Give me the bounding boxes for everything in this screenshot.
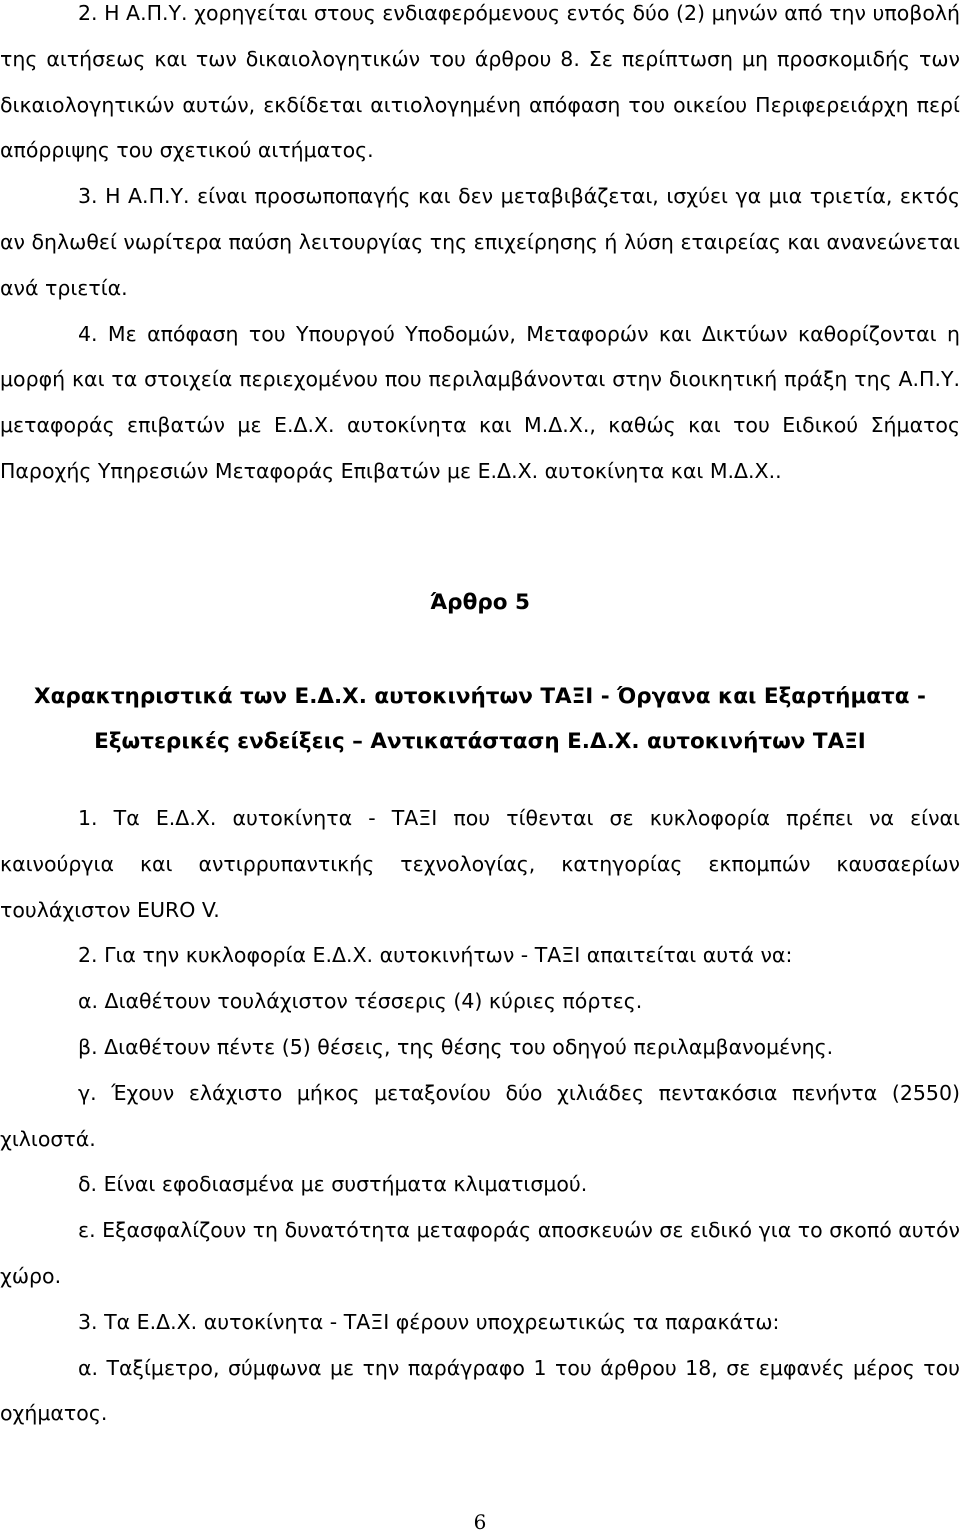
paragraph-2: 2. Η Α.Π.Υ. χορηγείται στους ενδιαφερόμενους εντός δύο (2) μηνών από την υποβολή της αιτήσεως και των δικαιολογητικών του άρθρου 8. Σε περίπτωση μη προσκομιδής των δικαιολογητικών αυτών, εκδίδεται αιτιολογημένη απόφαση του οικείου Περιφερειάρχη περί απόρριψης του σχετικού αιτήματος. (0, 1, 960, 163)
section-continuation (0, 0, 960, 495)
article-title-line-2: Εξωτερικές ενδείξεις – Αντικατάσταση Ε.Δ.Χ. αυτοκινήτων ΤΑΞΙ (94, 729, 866, 754)
item-d: δ. Είναι εφοδιασμένα με συστήματα κλιματισμού. (78, 1172, 588, 1197)
page-number: 6 (473, 1510, 487, 1534)
paragraph-1: 1. Τα Ε.Δ.Χ. αυτοκίνητα - ΤΑΞΙ που τίθενται σε κυκλοφορία πρέπει να είναι καινούργια και αντιρρυπαντικής τεχνολογίας, κατηγορίας εκπομπών καυσαερίων τουλάχιστον EURO V. (0, 806, 960, 922)
item-b: β. Διαθέτουν πέντε (5) θέσεις, της θέσης του οδηγού περιλαμβανομένης. (78, 1034, 834, 1059)
article-title-line-1: Χαρακτηριστικά των Ε.Δ.Χ. αυτοκινήτων ΤΑΞΙ - Όργανα και Εξαρτήματα - (34, 684, 926, 709)
article-5-body (0, 796, 960, 1437)
item-e: ε. Εξασφαλίζουν τη δυνατότητα μεταφοράς αποσκευών σε ειδικό για το σκοπό αυτόν χώρο. (0, 1218, 960, 1288)
item-c: γ. Έχουν ελάχιστο μήκος μεταξονίου δύο χιλιάδες πεντακόσια πενήντα (2550) χιλιοστά. (0, 1080, 960, 1151)
item-a: α. Διαθέτουν τουλάχιστον τέσσερις (4) κύριες πόρτες. (78, 989, 643, 1014)
paragraph-3-intro: 3. Τα Ε.Δ.Χ. αυτοκίνητα - ΤΑΞΙ φέρουν υποχρεωτικώς τα παρακάτω: (78, 1309, 780, 1334)
paragraph-3-item-a: α. Ταξίμετρο, σύμφωνα με την παράγραφο 1 του άρθρου 18, σε εμφανές μέρος του οχήματος. (0, 1355, 960, 1426)
paragraph-3: 3. Η Α.Π.Υ. είναι προσωποπαγής και δεν μεταβιβάζεται, ισχύει γα μια τριετία, εκτός αν δηλωθεί νωρίτερα παύση λειτουργίας της επιχείρησης ή λύση εταιρείας και ανανεώνεται ανά τριετία. (0, 184, 960, 300)
article-heading: Άρθρο 5 (430, 590, 530, 615)
paragraph-2-intro: 2. Για την κυκλοφορία Ε.Δ.Χ. αυτοκινήτων - ΤΑΞΙ απαιτείται αυτά να: (78, 943, 793, 968)
paragraph-4: 4. Με απόφαση του Υπουργού Υποδομών, Μεταφορών και Δικτύων καθορίζονται η μορφή και τα στοιχεία περιεχομένου που περιλαμβάνονται στην διοικητική πράξη της Α.Π.Υ. μεταφοράς επιβατών με Ε.Δ.Χ. αυτοκίνητα και Μ.Δ.Χ., καθώς και του Ειδικού Σήματος Παροχής Υπηρεσιών Μεταφοράς Επιβατών με Ε.Δ.Χ. αυτοκίνητα και Μ.Δ.Χ.. (0, 321, 960, 483)
article-title (0, 674, 960, 764)
